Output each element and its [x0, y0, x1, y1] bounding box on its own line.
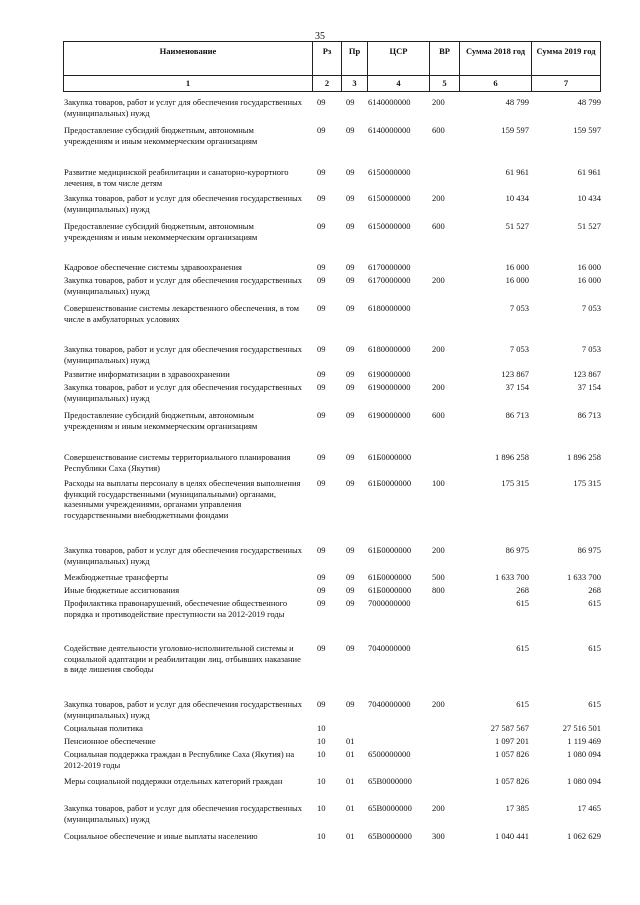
cell-s19: 615 [588, 643, 601, 653]
cell-pr: 09 [346, 262, 355, 272]
cell-name: Меры социальной поддержки отдельных категорий граждан [64, 776, 283, 786]
cell-name: Социальное обеспечение и иные выплаты населению [64, 831, 258, 841]
cell-pr: 09 [346, 275, 355, 285]
cell-s18: 1 040 441 [495, 831, 529, 841]
page-number: 35 [315, 31, 325, 42]
cell-csr: 6170000000 [368, 262, 411, 272]
col-number-2: 2 [313, 75, 341, 91]
cell-rz: 09 [317, 410, 326, 420]
col-number-1: 1 [64, 75, 312, 91]
cell-pr: 09 [346, 344, 355, 354]
cell-rz: 10 [317, 831, 326, 841]
cell-s19: 1 633 700 [567, 572, 601, 582]
cell-csr: 65В0000000 [368, 803, 412, 813]
cell-s18: 86 975 [505, 545, 529, 555]
cell-csr: 65В0000000 [368, 831, 412, 841]
cell-csr: 6140000000 [368, 125, 411, 135]
cell-pr: 09 [346, 452, 355, 462]
cell-rz: 09 [317, 221, 326, 231]
cell-s19: 51 527 [577, 221, 601, 231]
cell-vr: 800 [432, 585, 445, 595]
cell-s18: 86 713 [505, 410, 529, 420]
cell-vr: 200 [432, 545, 445, 555]
cell-s18: 61 961 [505, 167, 529, 177]
cell-s19: 7 053 [581, 344, 601, 354]
cell-s18: 159 597 [501, 125, 529, 135]
cell-name: Кадровое обеспечение системы здравоохранения [64, 262, 242, 272]
header-csr: ЦСР [389, 46, 408, 56]
cell-name: Закупка товаров, работ и услуг для обеспечения государственных (муниципальных) нужд [64, 699, 303, 720]
header-name: Наименование [159, 46, 217, 56]
cell-name: Закупка товаров, работ и услуг для обеспечения государственных (муниципальных) нужд [64, 344, 303, 365]
cell-s19: 123 867 [573, 369, 601, 379]
cell-s18: 615 [516, 643, 529, 653]
header-sum2019: Сумма 2019 год [536, 46, 596, 56]
cell-s19: 86 713 [577, 410, 601, 420]
header-sum2018-cell [459, 42, 531, 91]
cell-s19: 10 434 [577, 193, 601, 203]
col-number-5: 5 [430, 75, 459, 91]
cell-name: Закупка товаров, работ и услуг для обеспечения государственных (муниципальных) нужд [64, 193, 303, 214]
cell-vr: 500 [432, 572, 445, 582]
cell-name: Закупка товаров, работ и услуг для обеспечения государственных (муниципальных) нужд [64, 382, 303, 403]
header-vr-cell [429, 42, 459, 91]
cell-name: Социальная поддержка граждан в Республике Саха (Якутия) на 2012-2019 годы [64, 749, 295, 770]
cell-s18: 27 587 567 [490, 723, 529, 733]
cell-s19: 615 [588, 598, 601, 608]
cell-vr: 200 [432, 344, 445, 354]
cell-vr: 200 [432, 699, 445, 709]
header-rz-cell [312, 42, 341, 91]
cell-name: Развитие медицинской реабилитации и санаторно-курортного лечения, в том числе детям [64, 167, 289, 188]
cell-name: Совершенствование системы лекарственного обеспечения, в том числе в амбулаторных условиях [64, 303, 300, 324]
cell-name: Закупка товаров, работ и услуг для обеспечения государственных (муниципальных) нужд [64, 545, 303, 566]
cell-rz: 10 [317, 736, 326, 746]
cell-csr: 61Б0000000 [368, 452, 412, 462]
cell-vr: 200 [432, 382, 445, 392]
cell-s19: 27 516 501 [562, 723, 601, 733]
cell-s18: 1 896 258 [495, 452, 529, 462]
cell-s18: 10 434 [505, 193, 529, 203]
cell-vr: 200 [432, 275, 445, 285]
cell-csr: 61Б0000000 [368, 585, 412, 595]
header-pr: Пр [348, 46, 361, 56]
cell-pr: 09 [346, 643, 355, 653]
cell-pr: 09 [346, 410, 355, 420]
cell-rz: 09 [317, 193, 326, 203]
cell-name: Межбюджетные трансферты [64, 572, 169, 582]
cell-s18: 16 000 [505, 275, 529, 285]
cell-csr: 7000000000 [368, 598, 411, 608]
cell-pr: 09 [346, 303, 355, 313]
cell-pr: 09 [346, 382, 355, 392]
cell-s19: 86 975 [577, 545, 601, 555]
cell-name: Предоставление субсидий бюджетным, автономным учреждениям и иным некоммерческим организациям [64, 410, 258, 431]
cell-csr: 6150000000 [368, 221, 411, 231]
cell-pr: 09 [346, 125, 355, 135]
cell-rz: 09 [317, 699, 326, 709]
cell-s19: 1 062 629 [567, 831, 601, 841]
cell-pr: 01 [346, 749, 355, 759]
cell-csr: 61Б0000000 [368, 572, 412, 582]
cell-csr: 6180000000 [368, 344, 411, 354]
cell-csr: 7040000000 [368, 643, 411, 653]
cell-s18: 37 154 [505, 382, 529, 392]
cell-vr: 200 [432, 193, 445, 203]
cell-name: Пенсионное обеспечение [64, 736, 156, 746]
cell-csr: 6190000000 [368, 410, 411, 420]
cell-vr: 600 [432, 125, 445, 135]
cell-s19: 1 080 094 [567, 776, 601, 786]
cell-csr: 6150000000 [368, 193, 411, 203]
cell-s19: 16 000 [577, 262, 601, 272]
cell-s19: 48 799 [577, 97, 601, 107]
header-sum2019-cell [531, 42, 600, 91]
cell-name: Развитие информатизации в здравоохранении [64, 369, 230, 379]
cell-rz: 10 [317, 749, 326, 759]
cell-s18: 1 057 826 [495, 776, 529, 786]
cell-rz: 10 [317, 723, 326, 733]
cell-s18: 51 527 [505, 221, 529, 231]
cell-rz: 09 [317, 344, 326, 354]
cell-name: Закупка товаров, работ и услуг для обеспечения государственных (муниципальных) нужд [64, 275, 303, 296]
cell-s18: 1 057 826 [495, 749, 529, 759]
col-number-6: 6 [460, 75, 531, 91]
cell-csr: 61Б0000000 [368, 545, 412, 555]
cell-rz: 09 [317, 369, 326, 379]
cell-s18: 7 053 [509, 344, 529, 354]
cell-csr: 6150000000 [368, 167, 411, 177]
cell-vr: 600 [432, 410, 445, 420]
cell-s19: 17 465 [577, 803, 601, 813]
cell-s19: 1 896 258 [567, 452, 601, 462]
cell-pr: 09 [346, 598, 355, 608]
header-csr-cell [367, 42, 429, 91]
cell-s18: 615 [516, 699, 529, 709]
cell-s19: 7 053 [581, 303, 601, 313]
cell-name: Предоставление субсидий бюджетным, автономным учреждениям и иным некоммерческим организациям [64, 125, 258, 146]
cell-name: Расходы на выплаты персоналу в целях обеспечения выполнения функций государственными (муниципальными) органами, казенными учреждениями, органами управления государственными внебюджетными фондами [64, 478, 301, 520]
cell-pr: 09 [346, 193, 355, 203]
cell-rz: 09 [317, 167, 326, 177]
cell-csr: 6180000000 [368, 303, 411, 313]
cell-rz: 09 [317, 643, 326, 653]
cell-csr: 6190000000 [368, 382, 411, 392]
cell-s19: 615 [588, 699, 601, 709]
cell-vr: 300 [432, 831, 445, 841]
cell-pr: 09 [346, 572, 355, 582]
cell-vr: 100 [432, 478, 445, 488]
cell-s19: 268 [588, 585, 601, 595]
cell-name: Совершенствование системы территориального планирования Республики Саха (Якутия) [64, 452, 291, 473]
header-sum2018: Сумма 2018 год [465, 46, 526, 56]
cell-rz: 09 [317, 275, 326, 285]
cell-name: Социальная политика [64, 723, 143, 733]
cell-s18: 615 [516, 598, 529, 608]
cell-vr: 200 [432, 803, 445, 813]
cell-s19: 37 154 [577, 382, 601, 392]
cell-rz: 09 [317, 452, 326, 462]
cell-name: Иные бюджетные ассигнования [64, 585, 180, 595]
cell-rz: 09 [317, 598, 326, 608]
col-number-7: 7 [532, 75, 600, 91]
cell-csr: 7040000000 [368, 699, 411, 709]
header-pr-cell [341, 42, 367, 91]
cell-rz: 09 [317, 262, 326, 272]
cell-rz: 10 [317, 776, 326, 786]
cell-s19: 175 315 [573, 478, 601, 488]
cell-s18: 1 097 201 [495, 736, 529, 746]
cell-pr: 01 [346, 831, 355, 841]
cell-s18: 268 [516, 585, 529, 595]
cell-rz: 09 [317, 382, 326, 392]
cell-rz: 10 [317, 803, 326, 813]
cell-name: Закупка товаров, работ и услуг для обеспечения государственных (муниципальных) нужд [64, 97, 303, 118]
col-number-4: 4 [368, 75, 429, 91]
cell-s18: 7 053 [509, 303, 529, 313]
cell-csr: 61Б0000000 [368, 478, 412, 488]
cell-pr: 09 [346, 97, 355, 107]
cell-rz: 09 [317, 585, 326, 595]
cell-pr: 09 [346, 369, 355, 379]
cell-pr: 09 [346, 167, 355, 177]
cell-name: Профилактика правонарушений, обеспечение общественного порядка и противодействие преступности на 2012-2019 годы [64, 598, 288, 619]
cell-s19: 61 961 [577, 167, 601, 177]
cell-pr: 09 [346, 699, 355, 709]
cell-csr: 6170000000 [368, 275, 411, 285]
cell-s19: 159 597 [573, 125, 601, 135]
header-name-cell [64, 42, 312, 91]
cell-s19: 1 119 469 [567, 736, 601, 746]
cell-csr: 65В0000000 [368, 776, 412, 786]
cell-rz: 09 [317, 478, 326, 488]
cell-s19: 1 080 094 [567, 749, 601, 759]
cell-rz: 09 [317, 125, 326, 135]
header-rz: Рз [322, 46, 332, 56]
cell-rz: 09 [317, 572, 326, 582]
cell-pr: 09 [346, 221, 355, 231]
cell-pr: 01 [346, 803, 355, 813]
cell-s18: 17 385 [505, 803, 529, 813]
table-header [63, 41, 601, 92]
cell-pr: 09 [346, 545, 355, 555]
cell-pr: 01 [346, 776, 355, 786]
cell-pr: 09 [346, 478, 355, 488]
cell-s18: 175 315 [501, 478, 529, 488]
cell-vr: 600 [432, 221, 445, 231]
cell-name: Предоставление субсидий бюджетным, автономным учреждениям и иным некоммерческим организациям [64, 221, 258, 242]
cell-rz: 09 [317, 97, 326, 107]
cell-pr: 01 [346, 736, 355, 746]
cell-s18: 123 867 [501, 369, 529, 379]
col-number-3: 3 [342, 75, 367, 91]
cell-rz: 09 [317, 545, 326, 555]
cell-s18: 48 799 [505, 97, 529, 107]
cell-vr: 200 [432, 97, 445, 107]
cell-name: Содействие деятельности уголовно-исполнительной системы и социальной адаптации и реабилитации лиц, отбывших наказание в виде лишения свободы [64, 643, 301, 674]
cell-s19: 16 000 [577, 275, 601, 285]
header-vr: ВР [439, 46, 450, 56]
cell-rz: 09 [317, 303, 326, 313]
cell-name: Закупка товаров, работ и услуг для обеспечения государственных (муниципальных) нужд [64, 803, 303, 824]
cell-csr: 6140000000 [368, 97, 411, 107]
cell-pr: 09 [346, 585, 355, 595]
cell-s18: 1 633 700 [495, 572, 529, 582]
cell-csr: 6500000000 [368, 749, 411, 759]
cell-s18: 16 000 [505, 262, 529, 272]
cell-csr: 6190000000 [368, 369, 411, 379]
